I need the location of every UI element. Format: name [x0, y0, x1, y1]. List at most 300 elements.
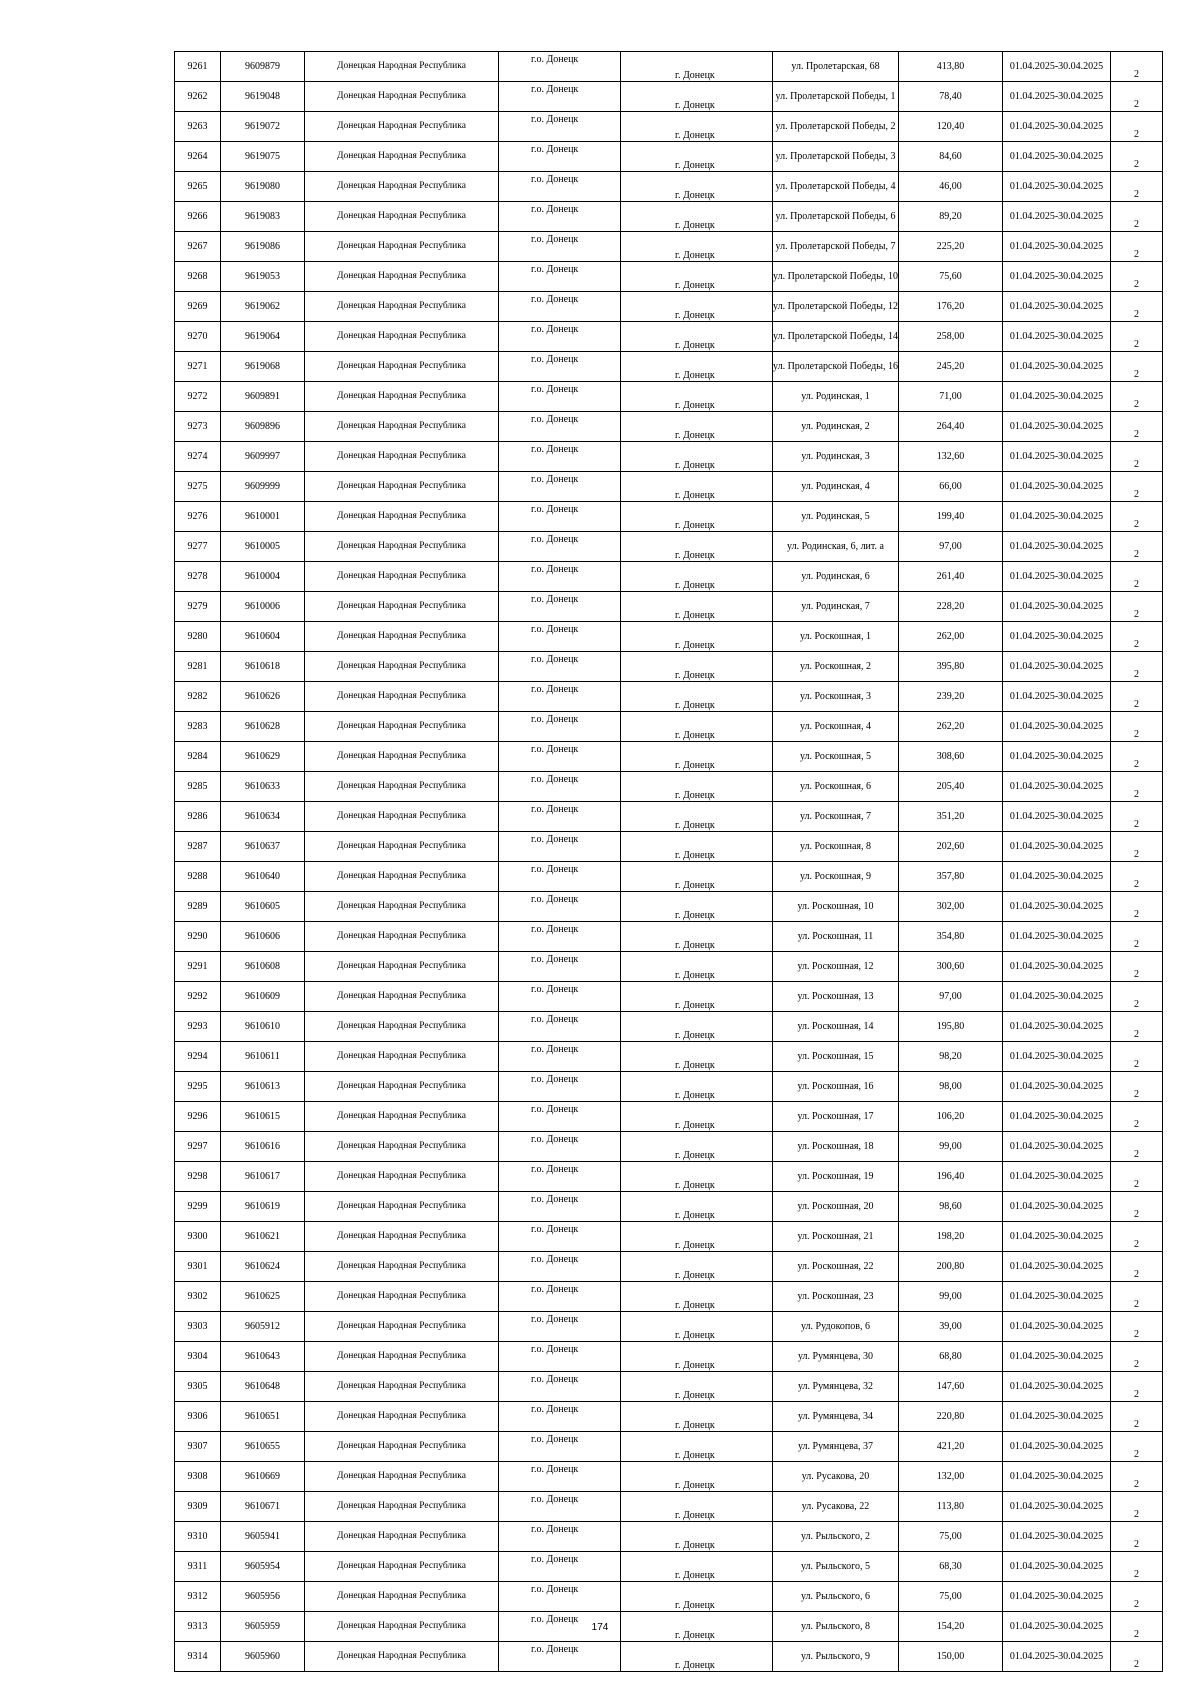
district-text: г.о. Донецк: [531, 354, 579, 365]
object-code-cell: 9610633: [221, 772, 305, 802]
city-cell: [621, 112, 773, 142]
table-row: [175, 562, 1163, 592]
address-cell: ул. Пролетарская, 68: [773, 52, 899, 82]
table-row: [175, 1402, 1163, 1432]
district-cell: [499, 502, 621, 532]
city-cell: [621, 682, 773, 712]
district-cell: [499, 802, 621, 832]
district-cell: [499, 1012, 621, 1042]
district-cell: [499, 1222, 621, 1252]
city-cell: [621, 232, 773, 262]
city-text: г. Донецк: [675, 1600, 715, 1611]
district-cell: [499, 952, 621, 982]
count-cell: 2: [1111, 1612, 1163, 1642]
area-cell: 71,00: [899, 382, 1003, 412]
period-cell: 01.04.2025-30.04.2025: [1003, 412, 1111, 442]
object-code-cell: 9610640: [221, 862, 305, 892]
count-cell: 2: [1111, 1642, 1163, 1672]
city-cell: [621, 1552, 773, 1582]
city-text: г. Донецк: [675, 400, 715, 411]
count-cell: 2: [1111, 1522, 1163, 1552]
city-cell: [621, 1492, 773, 1522]
address-cell: ул. Родинская, 3: [773, 442, 899, 472]
city-cell: [621, 52, 773, 82]
district-text: г.о. Донецк: [531, 294, 579, 305]
district-text: г.о. Донецк: [531, 1374, 579, 1385]
object-code-cell: 9619062: [221, 292, 305, 322]
district-text: г.о. Донецк: [531, 954, 579, 965]
period-cell: 01.04.2025-30.04.2025: [1003, 862, 1111, 892]
object-code-cell: 9610006: [221, 592, 305, 622]
district-cell: [499, 982, 621, 1012]
district-text: г.о. Донецк: [531, 1194, 579, 1205]
object-code-cell: 9610605: [221, 892, 305, 922]
city-cell: [621, 1432, 773, 1462]
district-cell: [499, 1312, 621, 1342]
row-number-cell: 9274: [175, 442, 221, 472]
object-code-cell: 9610621: [221, 1222, 305, 1252]
object-code-cell: 9610648: [221, 1372, 305, 1402]
count-cell: 2: [1111, 592, 1163, 622]
area-cell: 300,60: [899, 952, 1003, 982]
district-text: г.о. Донецк: [531, 324, 579, 335]
district-cell: [499, 592, 621, 622]
city-cell: [621, 1402, 773, 1432]
city-text: г. Донецк: [675, 340, 715, 351]
city-text: г. Донецк: [675, 1390, 715, 1401]
address-cell: ул. Роскошная, 3: [773, 682, 899, 712]
address-cell: ул. Русакова, 20: [773, 1462, 899, 1492]
city-text: г. Донецк: [675, 1240, 715, 1251]
object-code-cell: 9619068: [221, 352, 305, 382]
city-text: г. Донецк: [675, 1510, 715, 1521]
table-row: [175, 652, 1163, 682]
period-cell: 01.04.2025-30.04.2025: [1003, 1552, 1111, 1582]
district-text: г.о. Донецк: [531, 114, 579, 125]
district-text: г.о. Донецк: [531, 714, 579, 725]
count-cell: 2: [1111, 1012, 1163, 1042]
address-cell: ул. Родинская, 6: [773, 562, 899, 592]
district-text: г.о. Донецк: [531, 414, 579, 425]
city-text: г. Донецк: [675, 70, 715, 81]
row-number-cell: 9294: [175, 1042, 221, 1072]
republic-cell: Донецкая Народная Республика: [305, 1072, 499, 1102]
district-cell: [499, 742, 621, 772]
city-text: г. Донецк: [675, 790, 715, 801]
district-cell: [499, 202, 621, 232]
district-text: г.о. Донецк: [531, 1494, 579, 1505]
area-cell: 421,20: [899, 1432, 1003, 1462]
object-code-cell: 9610611: [221, 1042, 305, 1072]
object-code-cell: 9610617: [221, 1162, 305, 1192]
address-cell: ул. Пролетарской Победы, 12: [773, 292, 899, 322]
city-cell: [621, 352, 773, 382]
address-cell: ул. Пролетарской Победы, 3: [773, 142, 899, 172]
object-code-cell: 9610629: [221, 742, 305, 772]
period-cell: 01.04.2025-30.04.2025: [1003, 472, 1111, 502]
city-cell: [621, 892, 773, 922]
district-cell: [499, 1522, 621, 1552]
table-row: [175, 232, 1163, 262]
city-cell: [621, 382, 773, 412]
count-cell: 2: [1111, 502, 1163, 532]
period-cell: 01.04.2025-30.04.2025: [1003, 712, 1111, 742]
district-cell: [499, 82, 621, 112]
republic-cell: Донецкая Народная Республика: [305, 832, 499, 862]
district-cell: [499, 472, 621, 502]
row-number-cell: 9278: [175, 562, 221, 592]
area-cell: 195,80: [899, 1012, 1003, 1042]
row-number-cell: 9275: [175, 472, 221, 502]
city-text: г. Донецк: [675, 910, 715, 921]
district-cell: [499, 1492, 621, 1522]
district-text: г.о. Донецк: [531, 1014, 579, 1025]
district-cell: [499, 322, 621, 352]
period-cell: 01.04.2025-30.04.2025: [1003, 322, 1111, 352]
republic-cell: Донецкая Народная Республика: [305, 892, 499, 922]
district-cell: [499, 292, 621, 322]
table-row: [175, 1522, 1163, 1552]
table-row: [175, 1582, 1163, 1612]
area-cell: 239,20: [899, 682, 1003, 712]
area-cell: 132,60: [899, 442, 1003, 472]
period-cell: 01.04.2025-30.04.2025: [1003, 1372, 1111, 1402]
republic-cell: Донецкая Народная Республика: [305, 1432, 499, 1462]
district-text: г.о. Донецк: [531, 384, 579, 395]
republic-cell: Донецкая Народная Республика: [305, 1102, 499, 1132]
city-text: г. Донецк: [675, 730, 715, 741]
city-text: г. Донецк: [675, 1120, 715, 1131]
count-cell: 2: [1111, 982, 1163, 1012]
district-text: г.о. Донецк: [531, 234, 579, 245]
period-cell: 01.04.2025-30.04.2025: [1003, 1282, 1111, 1312]
area-cell: 97,00: [899, 982, 1003, 1012]
city-text: г. Донецк: [675, 100, 715, 111]
address-cell: ул. Роскошная, 11: [773, 922, 899, 952]
period-cell: 01.04.2025-30.04.2025: [1003, 772, 1111, 802]
count-cell: 2: [1111, 1282, 1163, 1312]
district-cell: [499, 1192, 621, 1222]
object-code-cell: 9605941: [221, 1522, 305, 1552]
count-cell: 2: [1111, 862, 1163, 892]
city-cell: [621, 292, 773, 322]
count-cell: 2: [1111, 1132, 1163, 1162]
district-text: г.о. Донецк: [531, 834, 579, 845]
table-row: [175, 682, 1163, 712]
row-number-cell: 9295: [175, 1072, 221, 1102]
count-cell: 2: [1111, 172, 1163, 202]
object-code-cell: 9619080: [221, 172, 305, 202]
city-cell: [621, 1222, 773, 1252]
city-cell: [621, 262, 773, 292]
object-code-cell: 9610616: [221, 1132, 305, 1162]
district-text: г.о. Донецк: [531, 1224, 579, 1235]
table-row: [175, 1312, 1163, 1342]
district-text: г.о. Донецк: [531, 654, 579, 665]
city-text: г. Донецк: [675, 220, 715, 231]
city-text: г. Донецк: [675, 1300, 715, 1311]
period-cell: 01.04.2025-30.04.2025: [1003, 1132, 1111, 1162]
city-cell: [621, 322, 773, 352]
period-cell: 01.04.2025-30.04.2025: [1003, 1162, 1111, 1192]
republic-cell: Донецкая Народная Республика: [305, 1162, 499, 1192]
city-text: г. Донецк: [675, 1150, 715, 1161]
table-row: [175, 412, 1163, 442]
table-row: [175, 532, 1163, 562]
district-text: г.о. Донецк: [531, 864, 579, 875]
city-text: г. Донецк: [675, 460, 715, 471]
district-cell: [499, 1132, 621, 1162]
district-text: г.о. Донецк: [531, 1554, 579, 1565]
object-code-cell: 9610655: [221, 1432, 305, 1462]
republic-cell: Донецкая Народная Республика: [305, 532, 499, 562]
republic-cell: Донецкая Народная Республика: [305, 442, 499, 472]
city-cell: [621, 1042, 773, 1072]
table-row: [175, 502, 1163, 532]
table-row: [175, 202, 1163, 232]
address-cell: ул. Роскошная, 23: [773, 1282, 899, 1312]
object-code-cell: 9619075: [221, 142, 305, 172]
area-cell: 302,00: [899, 892, 1003, 922]
district-cell: [499, 1102, 621, 1132]
district-cell: [499, 562, 621, 592]
table-row: [175, 262, 1163, 292]
period-cell: 01.04.2025-30.04.2025: [1003, 382, 1111, 412]
city-cell: [621, 802, 773, 832]
address-cell: ул. Пролетарской Победы, 4: [773, 172, 899, 202]
district-cell: [499, 1372, 621, 1402]
row-number-cell: 9314: [175, 1642, 221, 1672]
city-cell: [621, 622, 773, 652]
city-text: г. Донецк: [675, 310, 715, 321]
city-text: г. Донецк: [675, 850, 715, 861]
area-cell: 89,20: [899, 202, 1003, 232]
count-cell: 2: [1111, 1432, 1163, 1462]
period-cell: 01.04.2025-30.04.2025: [1003, 622, 1111, 652]
table-row: [175, 712, 1163, 742]
table-row: [175, 1642, 1163, 1672]
table-row: [175, 52, 1163, 82]
period-cell: 01.04.2025-30.04.2025: [1003, 1432, 1111, 1462]
district-cell: [499, 922, 621, 952]
period-cell: 01.04.2025-30.04.2025: [1003, 652, 1111, 682]
district-text: г.о. Донецк: [531, 504, 579, 515]
republic-cell: Донецкая Народная Республика: [305, 142, 499, 172]
republic-cell: Донецкая Народная Республика: [305, 172, 499, 202]
row-number-cell: 9310: [175, 1522, 221, 1552]
address-cell: ул. Роскошная, 7: [773, 802, 899, 832]
count-cell: 2: [1111, 1312, 1163, 1342]
count-cell: 2: [1111, 52, 1163, 82]
area-cell: 97,00: [899, 532, 1003, 562]
republic-cell: Донецкая Народная Республика: [305, 562, 499, 592]
city-cell: [621, 952, 773, 982]
district-cell: [499, 772, 621, 802]
republic-cell: Донецкая Народная Республика: [305, 772, 499, 802]
row-number-cell: 9307: [175, 1432, 221, 1462]
city-cell: [621, 1312, 773, 1342]
city-cell: [621, 202, 773, 232]
republic-cell: Донецкая Народная Республика: [305, 52, 499, 82]
row-number-cell: 9297: [175, 1132, 221, 1162]
republic-cell: Донецкая Народная Республика: [305, 322, 499, 352]
address-cell: ул. Роскошная, 5: [773, 742, 899, 772]
row-number-cell: 9281: [175, 652, 221, 682]
row-number-cell: 9266: [175, 202, 221, 232]
area-cell: 98,20: [899, 1042, 1003, 1072]
district-text: г.о. Донецк: [531, 54, 579, 65]
row-number-cell: 9312: [175, 1582, 221, 1612]
count-cell: 2: [1111, 82, 1163, 112]
address-cell: ул. Пролетарской Победы, 7: [773, 232, 899, 262]
address-cell: ул. Рыльского, 6: [773, 1582, 899, 1612]
district-cell: [499, 1252, 621, 1282]
object-code-cell: 9610001: [221, 502, 305, 532]
city-cell: [621, 562, 773, 592]
table-row: [175, 862, 1163, 892]
row-number-cell: 9267: [175, 232, 221, 262]
district-text: г.о. Донецк: [531, 1284, 579, 1295]
row-number-cell: 9311: [175, 1552, 221, 1582]
row-number-cell: 9298: [175, 1162, 221, 1192]
count-cell: 2: [1111, 622, 1163, 652]
object-code-cell: 9610626: [221, 682, 305, 712]
object-code-cell: 9609896: [221, 412, 305, 442]
count-cell: 2: [1111, 1402, 1163, 1432]
city-text: г. Донецк: [675, 1420, 715, 1431]
city-cell: [621, 1462, 773, 1492]
object-code-cell: 9605959: [221, 1612, 305, 1642]
area-cell: 99,00: [899, 1132, 1003, 1162]
address-cell: ул. Роскошная, 9: [773, 862, 899, 892]
area-cell: 39,00: [899, 1312, 1003, 1342]
city-text: г. Донецк: [675, 520, 715, 531]
district-text: г.о. Донецк: [531, 1344, 579, 1355]
area-cell: 68,80: [899, 1342, 1003, 1372]
count-cell: 2: [1111, 922, 1163, 952]
count-cell: 2: [1111, 1582, 1163, 1612]
row-number-cell: 9293: [175, 1012, 221, 1042]
area-cell: 261,40: [899, 562, 1003, 592]
district-cell: [499, 262, 621, 292]
district-text: г.о. Донецк: [531, 1524, 579, 1535]
count-cell: 2: [1111, 1102, 1163, 1132]
city-cell: [621, 592, 773, 622]
republic-cell: Донецкая Народная Республика: [305, 1132, 499, 1162]
district-text: г.о. Донецк: [531, 1074, 579, 1085]
table-row: [175, 1162, 1163, 1192]
city-cell: [621, 1192, 773, 1222]
district-text: г.о. Донецк: [531, 204, 579, 215]
city-text: г. Донецк: [675, 430, 715, 441]
city-cell: [621, 1282, 773, 1312]
period-cell: 01.04.2025-30.04.2025: [1003, 832, 1111, 862]
count-cell: 2: [1111, 352, 1163, 382]
table-row: [175, 922, 1163, 952]
district-text: г.о. Донецк: [531, 264, 579, 275]
address-cell: ул. Родинская, 1: [773, 382, 899, 412]
address-cell: ул. Роскошная, 6: [773, 772, 899, 802]
table-row: [175, 1342, 1163, 1372]
table-row: [175, 472, 1163, 502]
area-cell: 308,60: [899, 742, 1003, 772]
republic-cell: Донецкая Народная Республика: [305, 82, 499, 112]
area-cell: 98,00: [899, 1072, 1003, 1102]
object-code-cell: 9619083: [221, 202, 305, 232]
period-cell: 01.04.2025-30.04.2025: [1003, 202, 1111, 232]
district-cell: [499, 1162, 621, 1192]
district-cell: [499, 892, 621, 922]
table-row: [175, 1252, 1163, 1282]
period-cell: 01.04.2025-30.04.2025: [1003, 52, 1111, 82]
city-cell: [621, 742, 773, 772]
area-cell: 120,40: [899, 112, 1003, 142]
district-cell: [499, 682, 621, 712]
district-text: г.о. Донецк: [531, 1404, 579, 1415]
address-cell: ул. Роскошная, 13: [773, 982, 899, 1012]
row-number-cell: 9272: [175, 382, 221, 412]
object-code-cell: 9610604: [221, 622, 305, 652]
district-text: г.о. Донецк: [531, 594, 579, 605]
count-cell: 2: [1111, 442, 1163, 472]
table-row: [175, 1132, 1163, 1162]
address-cell: ул. Румянцева, 34: [773, 1402, 899, 1432]
object-code-cell: 9609999: [221, 472, 305, 502]
table-row: [175, 772, 1163, 802]
city-cell: [621, 1012, 773, 1042]
count-cell: 2: [1111, 232, 1163, 262]
address-cell: ул. Роскошная, 17: [773, 1102, 899, 1132]
table-row: [175, 1432, 1163, 1462]
district-cell: [499, 862, 621, 892]
city-text: г. Донецк: [675, 1360, 715, 1371]
row-number-cell: 9303: [175, 1312, 221, 1342]
row-number-cell: 9300: [175, 1222, 221, 1252]
period-cell: 01.04.2025-30.04.2025: [1003, 682, 1111, 712]
city-cell: [621, 652, 773, 682]
area-cell: 75,00: [899, 1582, 1003, 1612]
area-cell: 106,20: [899, 1102, 1003, 1132]
count-cell: 2: [1111, 742, 1163, 772]
table-row: [175, 892, 1163, 922]
republic-cell: Донецкая Народная Республика: [305, 262, 499, 292]
address-cell: ул. Румянцева, 30: [773, 1342, 899, 1372]
city-cell: [621, 1162, 773, 1192]
count-cell: 2: [1111, 322, 1163, 352]
republic-cell: Донецкая Народная Республика: [305, 862, 499, 892]
object-code-cell: 9610671: [221, 1492, 305, 1522]
period-cell: 01.04.2025-30.04.2025: [1003, 1312, 1111, 1342]
row-number-cell: 9309: [175, 1492, 221, 1522]
city-text: г. Донецк: [675, 1270, 715, 1281]
area-cell: 258,00: [899, 322, 1003, 352]
area-cell: 262,00: [899, 622, 1003, 652]
row-number-cell: 9286: [175, 802, 221, 832]
area-cell: 262,20: [899, 712, 1003, 742]
district-text: г.о. Донецк: [531, 1434, 579, 1445]
district-text: г.о. Донецк: [531, 1644, 579, 1655]
city-cell: [621, 832, 773, 862]
period-cell: 01.04.2025-30.04.2025: [1003, 922, 1111, 952]
table-row: [175, 1042, 1163, 1072]
district-cell: [499, 1432, 621, 1462]
object-code-cell: 9610624: [221, 1252, 305, 1282]
period-cell: 01.04.2025-30.04.2025: [1003, 442, 1111, 472]
object-code-cell: 9610669: [221, 1462, 305, 1492]
district-text: г.о. Донецк: [531, 144, 579, 155]
city-text: г. Донецк: [675, 130, 715, 141]
area-cell: 84,60: [899, 142, 1003, 172]
